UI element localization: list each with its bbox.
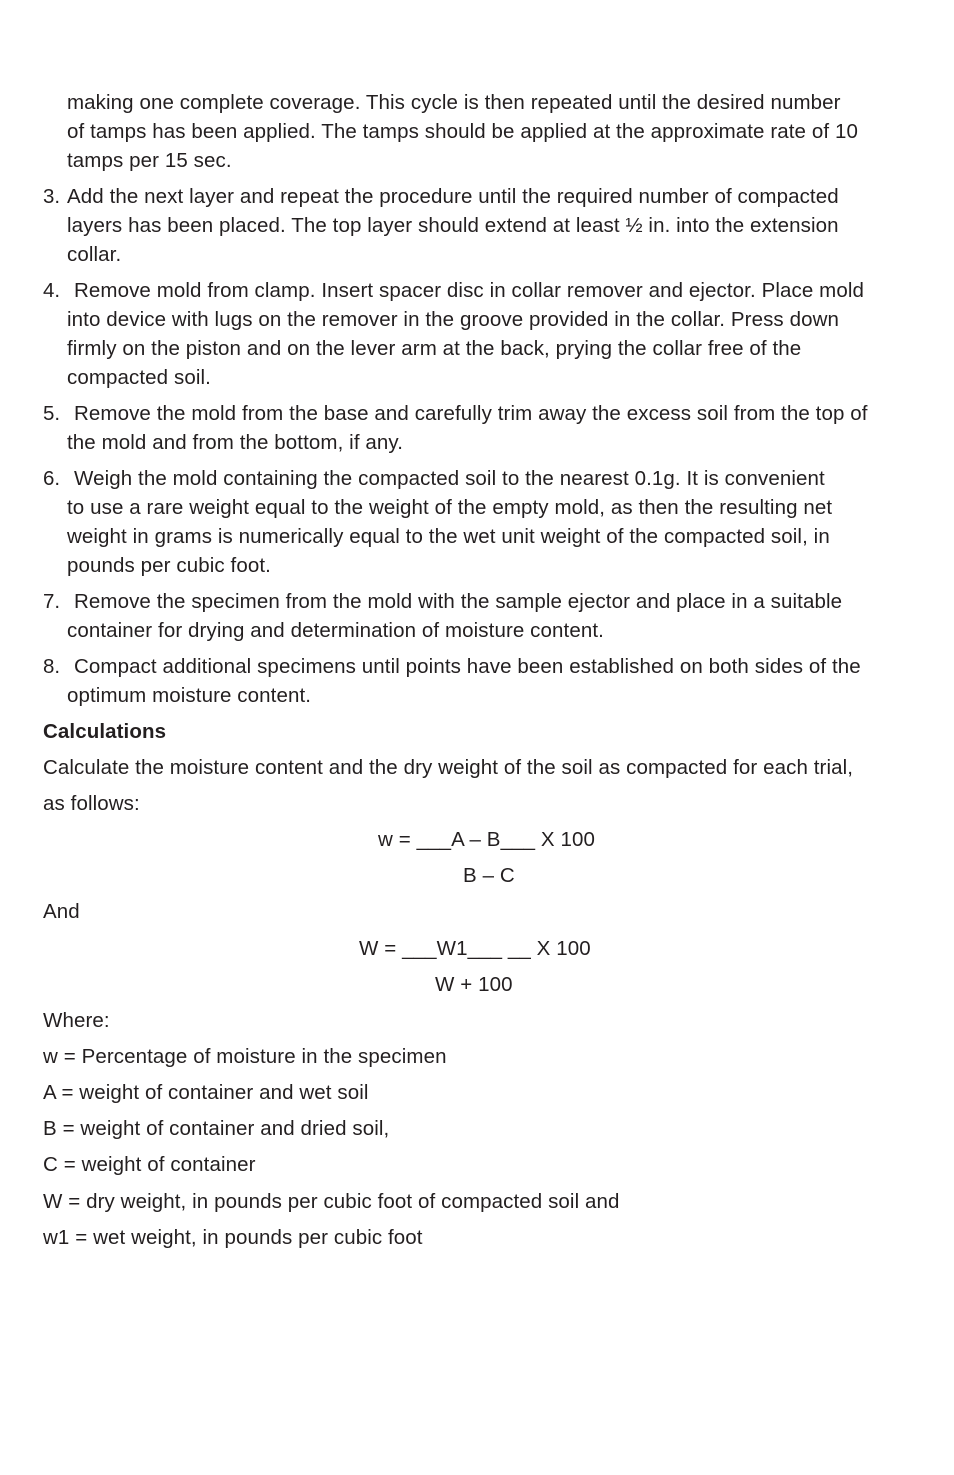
step-line: Compact additional specimens until points have been established on both sides of the	[74, 655, 861, 678]
formula-dry-weight-denominator: W + 100	[435, 973, 513, 996]
where-label: Where:	[43, 1009, 110, 1032]
step-line: optimum moisture content.	[67, 684, 312, 707]
step-line: the mold and from the bottom, if any.	[67, 431, 404, 454]
intro-line: making one complete coverage. This cycle is then repeated until the desired number	[67, 91, 841, 114]
step-number: 5.	[43, 402, 61, 425]
step-line: compacted soil.	[67, 366, 211, 389]
definition-line: A = weight of container and wet soil	[43, 1081, 369, 1104]
formula-moisture-numerator: w = ___A – B___ X 100	[378, 828, 595, 851]
step-line: Remove mold from clamp. Insert spacer disc in collar remover and ejector. Place mold	[74, 279, 864, 302]
definition-line: W = dry weight, in pounds per cubic foot of compacted soil and	[43, 1190, 620, 1213]
step-line: container for drying and determination of moisture content.	[67, 619, 604, 642]
intro-line: of tamps has been applied. The tamps should be applied at the approximate rate of 10	[67, 120, 858, 143]
calculations-intro-line: Calculate the moisture content and the dry weight of the soil as compacted for each trial,	[43, 756, 854, 779]
step-line: Add the next layer and repeat the procedure until the required number of compacted	[67, 185, 839, 208]
definition-line: w = Percentage of moisture in the specimen	[43, 1045, 447, 1068]
step-line: pounds per cubic foot.	[67, 554, 271, 577]
intro-line: tamps per 15 sec.	[67, 149, 232, 172]
step-line: Weigh the mold containing the compacted soil to the nearest 0.1g. It is convenient	[74, 467, 825, 490]
definition-line: w1 = wet weight, in pounds per cubic foot	[43, 1226, 423, 1249]
section-heading: Calculations	[43, 720, 167, 743]
step-line: firmly on the piston and on the lever arm at the back, prying the collar free of the	[67, 337, 802, 360]
step-line: layers has been placed. The top layer should extend at least ½ in. into the extension	[67, 214, 839, 237]
step-line: Remove the specimen from the mold with the sample ejector and place in a suitable	[74, 590, 843, 613]
step-number: 4.	[43, 279, 61, 302]
step-number: 6.	[43, 467, 61, 490]
step-line: collar.	[67, 243, 122, 266]
step-line: into device with lugs on the remover in the groove provided in the collar. Press down	[67, 308, 839, 331]
step-line: to use a rare weight equal to the weight of the empty mold, as then the resulting net	[67, 496, 833, 519]
step-line: Remove the mold from the base and carefully trim away the excess soil from the top of	[74, 402, 868, 425]
step-line: weight in grams is numerically equal to the wet unit weight of the compacted soil, in	[67, 525, 830, 548]
definition-line: B = weight of container and dried soil,	[43, 1117, 390, 1140]
formula-moisture-denominator: B – C	[463, 864, 515, 887]
calculations-intro-line: as follows:	[43, 792, 140, 815]
definition-line: C = weight of container	[43, 1153, 256, 1176]
step-number: 8.	[43, 655, 61, 678]
formula-dry-weight-numerator: W = ___W1___ __ X 100	[359, 937, 591, 960]
step-number: 3.	[43, 185, 61, 208]
step-number: 7.	[43, 590, 61, 613]
formula-connector: And	[43, 900, 80, 923]
